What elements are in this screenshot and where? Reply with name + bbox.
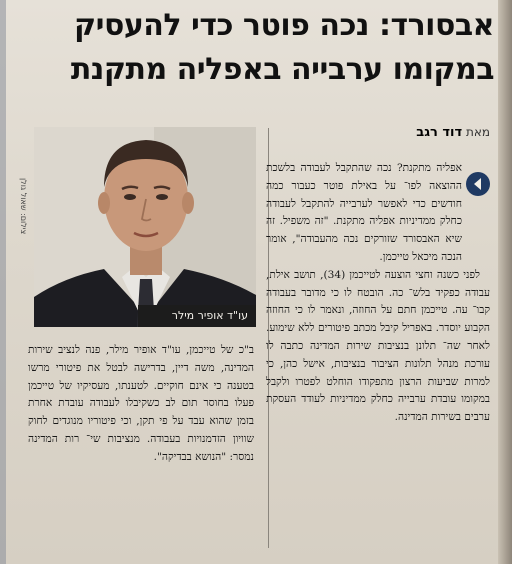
headline: [14, 4, 494, 92]
article-paragraph-2: לפני כשנה וחצי הוצעה לטייכמן (34), תושב אילת, עבודה כפקיד בלש־ כה. הובטח לו כי מדובר בעבודה קבו־ עה. טייכמן חתם על החוזה, ונאמר לו כי החוזה הקבוע יוסדר. באפריל קיבל מכתב פיטורים ללא שימוע. לאחר שה־ תלונן בנציבות שירות המדינה כתבה לו עורכת מנהל תלונות הציבור בנציבות, אישל כהן, כי למרות שביעות הרצון מתפקודו הוחלט לפטרו ולקבל במקומו עובדת ערבייה כחלק ממדיניות לעודד העסקת ערבים בשירות המדינה.: [266, 268, 490, 424]
article-paragraph-3: ב"כ של טייכמן, עו"ד אופיר מילר, פנה לנציב שירות המדינה, משה דיין, בדרישה לבטל את פיטורי מרשו בטענה כי אינם חוקיים. לטענתו, מעסיקיו של טייכמן פעלו בחוסר תום לב כשקיבלו לעבודה עובדת אחרת בזמן שהוא עבד על פי תקן, וכי פיטוריו מנוגדים לחוק שוויון הזדמנויות בעבודה. מנציבות שי־ רות המדינה נמסר: "הנושא בבדיקה".: [28, 344, 254, 463]
left-edge-shadow: [0, 0, 6, 564]
byline-author: דוד רגב: [416, 125, 463, 140]
article-lead-paragraph: אפליה מתקנת? נכה שהתקבל לעבודה בלשכת ההוצאה לפו־ על באילת פוטר כעבור כמה חודשים כדי לאפשר לערבייה להתקבל לעבודה כחלק ממדיניות אפליה מתקנת. "זה משפיל. זה שיא האבסורד שזורקים נכה מהעבודה", אומר הנכה מיכאל טייכמן.: [266, 162, 462, 263]
portrait-photo: [34, 127, 256, 327]
article-right-column: [266, 160, 490, 427]
article-left-column: [28, 342, 254, 467]
headline-line-1: אבסורד: נכה פוטר כדי להעסיק: [74, 8, 494, 43]
photo-credit: צילום: שאול גולן: [19, 177, 28, 234]
byline: [416, 125, 490, 140]
right-edge-shadow: [498, 0, 512, 564]
headline-line-2: במקומו ערבייה באפליה מתקנת: [70, 52, 494, 87]
portrait-illustration: [34, 127, 256, 327]
byline-prefix: מאת: [465, 125, 490, 139]
photo-caption: עו"ד אופיר מילר: [138, 305, 256, 327]
